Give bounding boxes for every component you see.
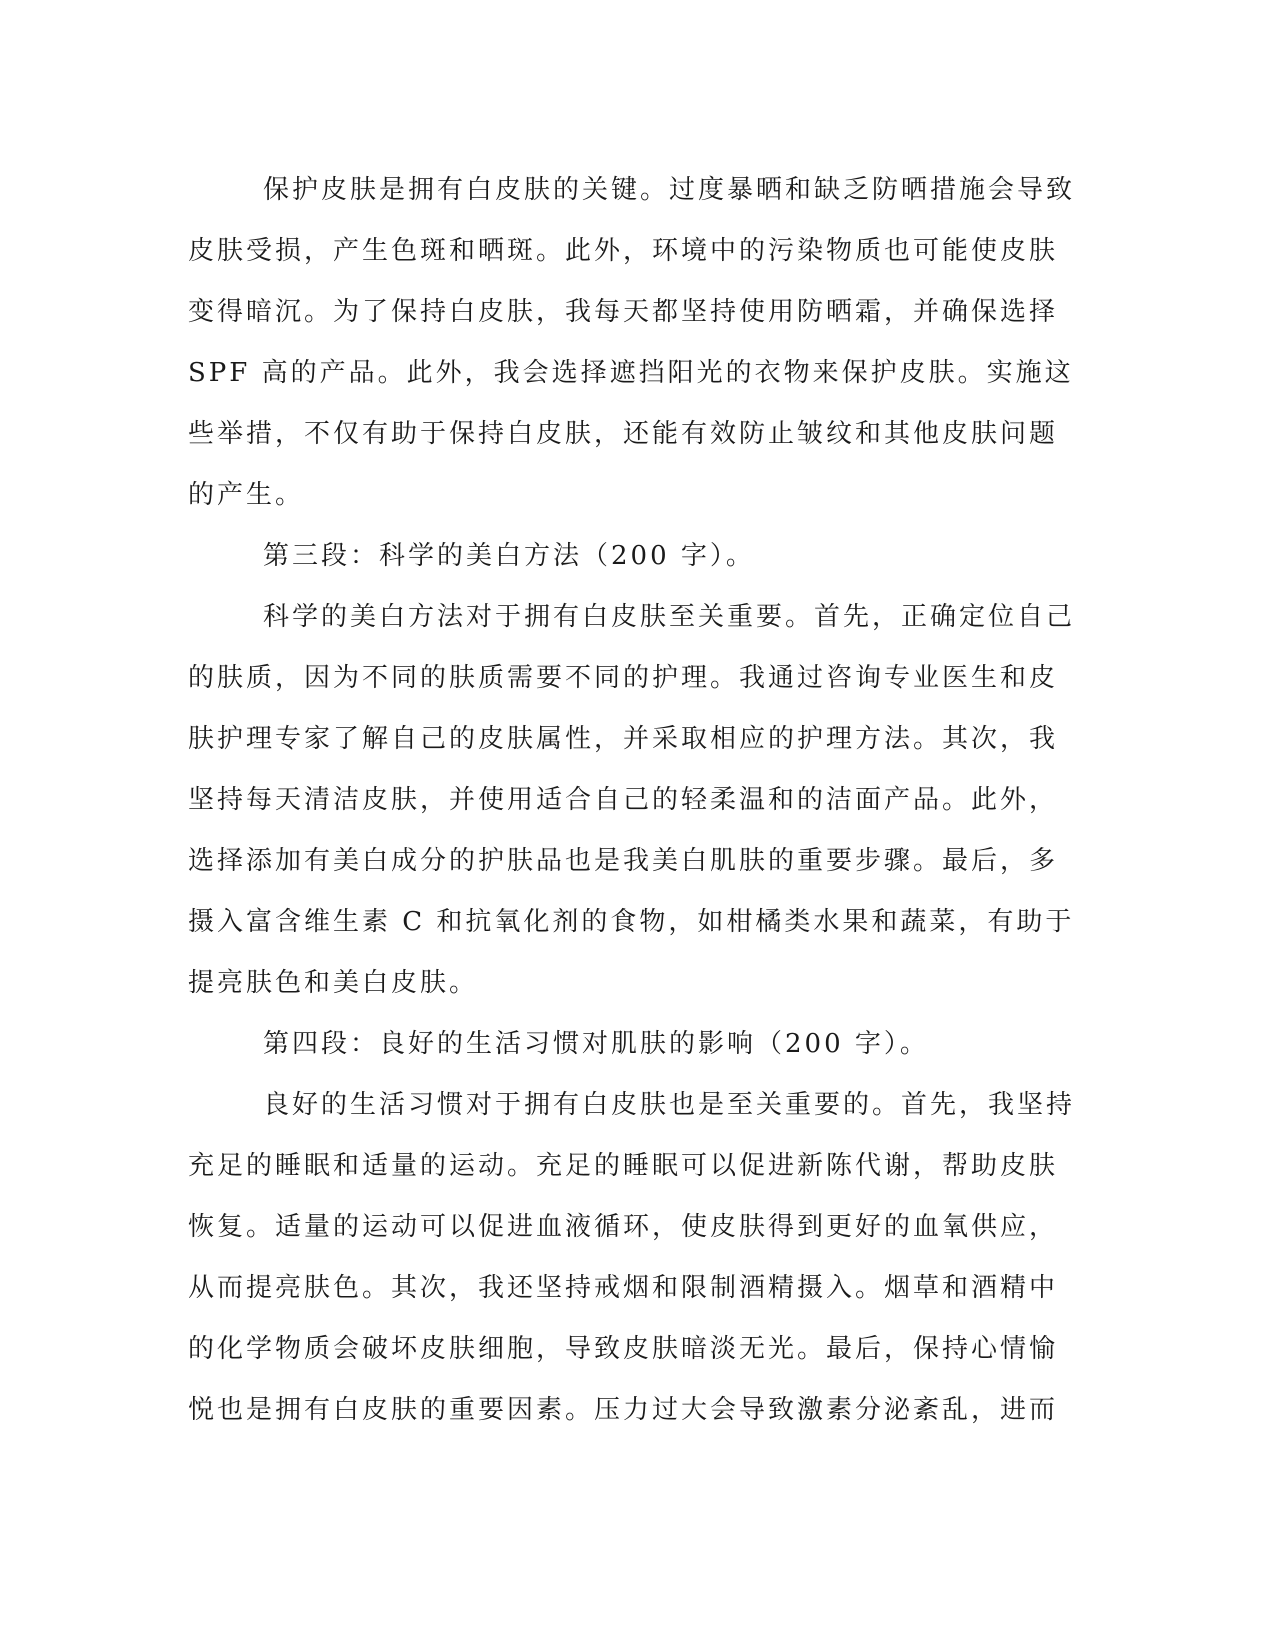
text-line: 坚持每天清洁皮肤，并使用适合自己的轻柔温和的洁面产品。此外， [188,785,1059,815]
text-line: 科学的美白方法对于拥有白皮肤至关重要。首先，正确定位自己 [263,602,1076,632]
section-heading-three: 第三段：科学的美白方法（200 字）。 [263,541,755,571]
text-line: 些举措，不仅有助于保持白皮肤，还能有效防止皱纹和其他皮肤问题 [188,419,1059,449]
paragraph-lifestyle-habits [188,1075,1076,1441]
text-line: 恢复。适量的运动可以促进血液循环，使皮肤得到更好的血氧供应， [188,1212,1059,1242]
text-line: 从而提亮肤色。其次，我还坚持戒烟和限制酒精摄入。烟草和酒精中 [188,1273,1059,1303]
document-body [188,160,1076,1441]
section-heading-four: 第四段：良好的生活习惯对肌肤的影响（200 字）。 [263,1029,929,1059]
text-line: 选择添加有美白成分的护肤品也是我美白肌肤的重要步骤。最后，多 [188,846,1059,876]
text-line: 的肤质，因为不同的肤质需要不同的护理。我通过咨询专业医生和皮 [188,663,1059,693]
text-line: 皮肤受损，产生色斑和晒斑。此外，环境中的污染物质也可能使皮肤 [188,236,1059,266]
text-line: 悦也是拥有白皮肤的重要因素。压力过大会导致激素分泌紊乱，进而 [188,1395,1059,1425]
text-line: 的化学物质会破坏皮肤细胞，导致皮肤暗淡无光。最后，保持心情愉 [188,1334,1059,1364]
paragraph-sun-protection [188,160,1076,526]
text-line: 的产生。 [188,480,305,510]
text-line: 变得暗沉。为了保持白皮肤，我每天都坚持使用防晒霜，并确保选择 [188,297,1059,327]
text-line: 提亮肤色和美白皮肤。 [188,968,479,998]
paragraph-scientific-whitening [188,587,1076,1014]
text-line: SPF 高的产品。此外，我会选择遮挡阳光的衣物来保护皮肤。实施这 [188,358,1074,388]
text-line: 充足的睡眠和适量的运动。充足的睡眠可以促进新陈代谢，帮助皮肤 [188,1151,1059,1181]
text-line: 肤护理专家了解自己的皮肤属性，并采取相应的护理方法。其次，我 [188,724,1059,754]
text-line: 保护皮肤是拥有白皮肤的关键。过度暴晒和缺乏防晒措施会导致 [263,175,1076,205]
text-line: 良好的生活习惯对于拥有白皮肤也是至关重要的。首先，我坚持 [263,1090,1076,1120]
text-line: 摄入富含维生素 C 和抗氧化剂的食物，如柑橘类水果和蔬菜，有助于 [188,907,1075,937]
